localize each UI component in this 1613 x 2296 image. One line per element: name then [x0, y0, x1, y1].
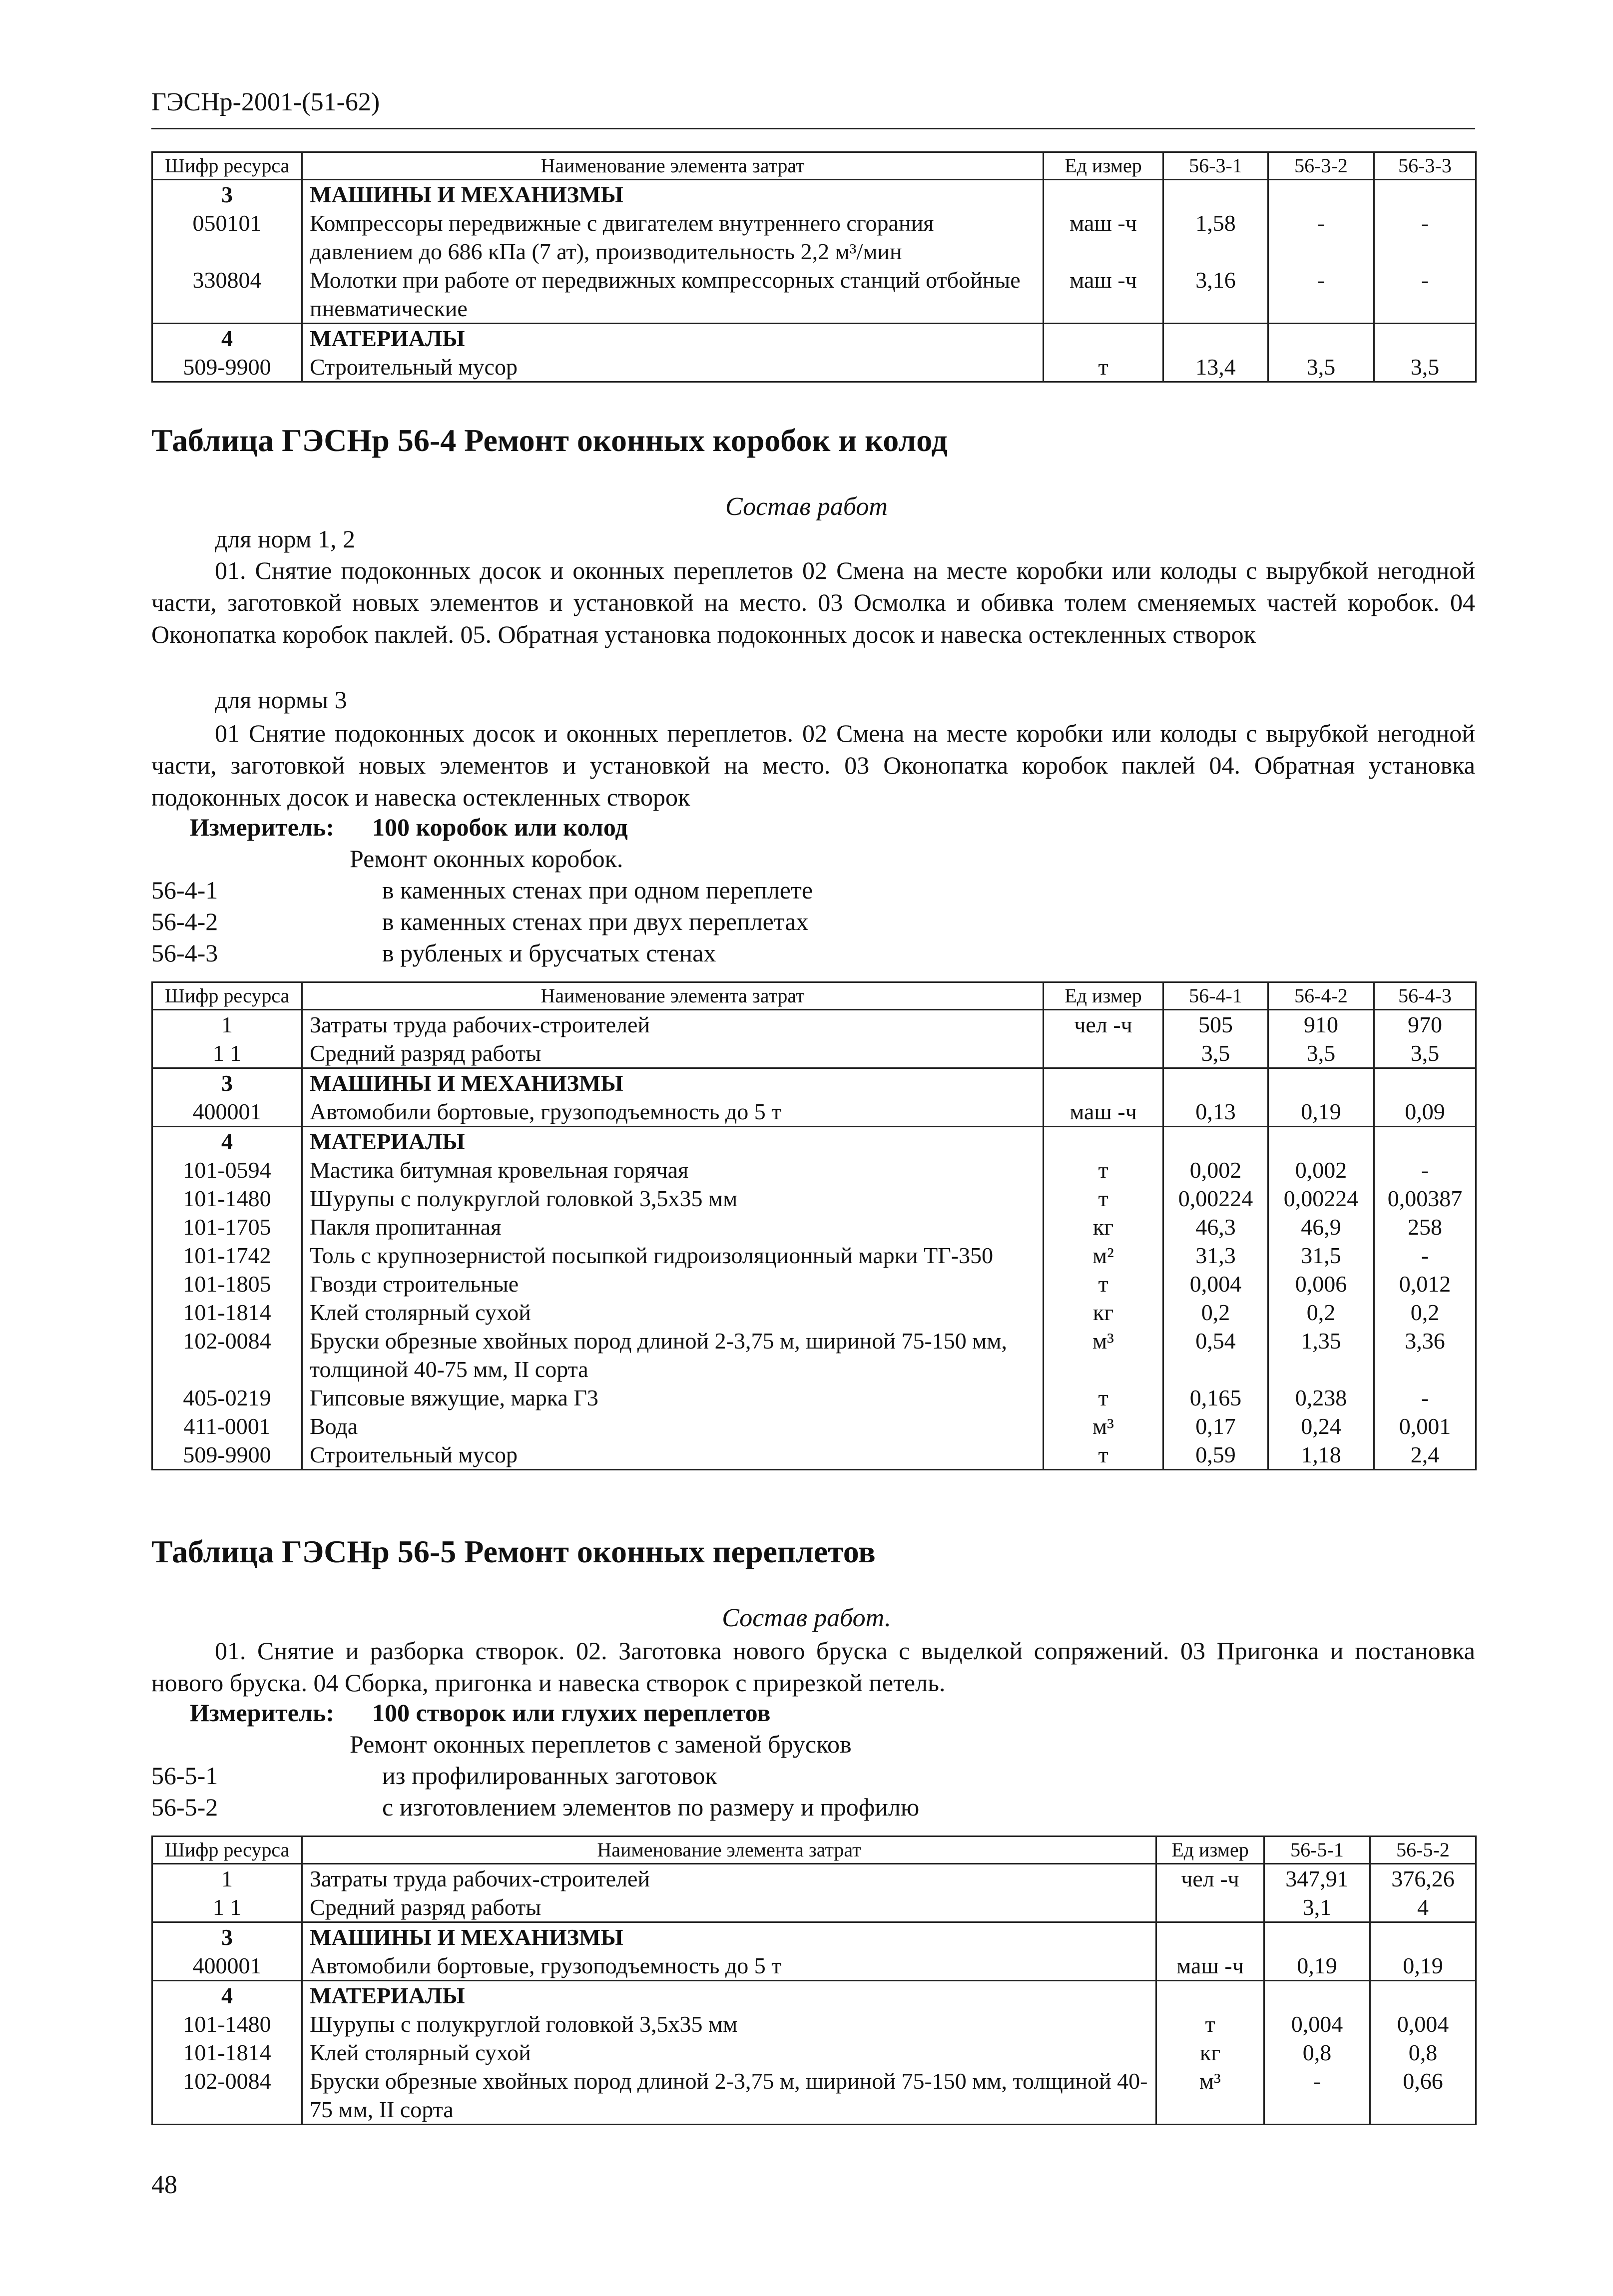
page-number: 48 [151, 2171, 177, 2199]
column-header: Ед измер [1156, 1837, 1264, 1864]
resource-code: 101-1742 [152, 1241, 302, 1270]
cost-item-name: Молотки при работе от передвижных компрессорных станций отбойные пневматические [302, 266, 1044, 324]
value-cell: - [1374, 1383, 1476, 1412]
section-56-4-title: Таблица ГЭСНр 56-4 Ремонт оконных коробок и колод [151, 423, 948, 458]
value-cell [1370, 1922, 1476, 1952]
cost-item-name: МАТЕРИАЛЫ [302, 1127, 1044, 1156]
value-cell: 0,09 [1374, 1097, 1476, 1127]
table-row [152, 180, 1476, 209]
table-header-row [152, 1837, 1476, 1864]
cost-item-name: Бруски обрезные хвойных пород длиной 2-3,75 м, шириной 75-150 мм, толщиной 40-75 мм, II сорта [302, 1327, 1044, 1383]
unit-cell: кг [1044, 1298, 1163, 1327]
section-56-5-title: Таблица ГЭСНр 56-5 Ремонт оконных переплетов [151, 1534, 876, 1569]
value-cell [1268, 180, 1374, 209]
value-cell: 910 [1268, 1010, 1374, 1039]
resource-code: 101-0594 [152, 1156, 302, 1184]
norm-description: с изготовлением элементов по размеру и профилю [382, 1793, 920, 1821]
value-cell: 3,16 [1163, 266, 1268, 324]
column-header: 56-3-2 [1268, 152, 1374, 180]
value-cell [1268, 1127, 1374, 1156]
norms-1-2-text: 01. Снятие подоконных досок и оконных переплетов 02 Смена на месте коробки или колоды с вырубкой негодной части, заготовкой новых элементов и установкой на место. 03 Осмолка и обивка толем сменяемых частей коробок. 04 Оконопатка коробок паклей. 05. Обратная установка подоконных досок и навеска остекленных створок [151, 556, 1475, 648]
cost-item-name: Гвозди строительные [302, 1270, 1044, 1298]
value-cell: 0,2 [1374, 1298, 1476, 1327]
cost-item-name: МАТЕРИАЛЫ [302, 324, 1044, 353]
value-cell: 3,5 [1374, 1039, 1476, 1068]
section-56-4-subtitle: Состав работ [725, 492, 888, 521]
cost-item-name: Строительный мусор [302, 1440, 1044, 1470]
column-header: Шифр ресурса [152, 152, 302, 180]
norm-3-label: для нормы 3 [215, 686, 347, 714]
value-cell: 1,18 [1268, 1440, 1374, 1470]
unit-cell [1044, 324, 1163, 353]
resource-code: 101-1705 [152, 1213, 302, 1241]
resource-code: 101-1805 [152, 1270, 302, 1298]
unit-cell: т [1044, 1383, 1163, 1412]
value-cell [1163, 1068, 1268, 1098]
table-row [152, 1922, 1476, 1952]
table-row [152, 1213, 1476, 1241]
value-cell: 2,4 [1374, 1440, 1476, 1470]
resource-code: 101-1814 [152, 1298, 302, 1327]
table-row [152, 2067, 1476, 2125]
value-cell: 376,26 [1370, 1864, 1476, 1893]
cost-item-name: Толь с крупнозернистой посыпкой гидроизоляционный марки ТГ-350 [302, 1241, 1044, 1270]
resource-code: 400001 [152, 1951, 302, 1981]
table-56-5 [151, 1836, 1477, 2125]
table-56-4 [151, 981, 1477, 1470]
value-cell: 347,91 [1264, 1864, 1370, 1893]
cost-item-name: Шурупы с полукруглой головкой 3,5x35 мм [302, 2010, 1156, 2038]
value-cell: - [1374, 209, 1476, 266]
value-cell: 0,8 [1264, 2038, 1370, 2067]
cost-item-name: Пакля пропитанная [302, 1213, 1044, 1241]
unit-cell: м³ [1044, 1412, 1163, 1440]
unit-cell: м² [1044, 1241, 1163, 1270]
value-cell: 0,24 [1268, 1412, 1374, 1440]
value-cell: 0,00224 [1268, 1184, 1374, 1213]
value-cell: 3,5 [1374, 353, 1476, 382]
resource-code: 4 [152, 1981, 302, 2010]
value-cell: 0,19 [1264, 1951, 1370, 1981]
cost-item-name: МАШИНЫ И МЕХАНИЗМЫ [302, 180, 1044, 209]
resource-code: 509-9900 [152, 353, 302, 382]
table-row [152, 1010, 1476, 1039]
value-cell: 1,58 [1163, 209, 1268, 266]
value-cell: 0,006 [1268, 1270, 1374, 1298]
value-cell: 3,5 [1268, 1039, 1374, 1068]
value-cell: 0,002 [1163, 1156, 1268, 1184]
unit-cell: м³ [1044, 1327, 1163, 1383]
table-row [152, 266, 1476, 324]
column-header: 56-3-1 [1163, 152, 1268, 180]
value-cell: 31,3 [1163, 1241, 1268, 1270]
cost-item-name: МАТЕРИАЛЫ [302, 1981, 1156, 2010]
unit-cell: т [1044, 1156, 1163, 1184]
resource-code: 3 [152, 1922, 302, 1952]
cost-item-name: Затраты труда рабочих-строителей [302, 1010, 1044, 1039]
resource-code: 330804 [152, 266, 302, 324]
resource-code: 405-0219 [152, 1383, 302, 1412]
table-row [152, 1981, 1476, 2010]
table-row [152, 1327, 1476, 1383]
resource-code: 102-0084 [152, 2067, 302, 2125]
value-cell: 0,00224 [1163, 1184, 1268, 1213]
value-cell [1374, 324, 1476, 353]
cost-item-name: Шурупы с полукруглой головкой 3,5x35 мм [302, 1184, 1044, 1213]
value-cell [1163, 1127, 1268, 1156]
value-cell: 0,004 [1163, 1270, 1268, 1298]
value-cell [1370, 1981, 1476, 2010]
resource-code: 1 [152, 1010, 302, 1039]
norm-3-text: 01 Снятие подоконных досок и оконных переплетов. 02 Смена на месте коробки или колоды с вырубкой негодной части, заготовкой новых элементов и установкой на место. 03 Оконопатка коробок паклей 04. Обратная установка подоконных досок и навеска остекленных створок [151, 719, 1475, 811]
cost-item-name: Автомобили бортовые, грузоподъемность до 5 т [302, 1097, 1044, 1127]
resource-code: 101-1480 [152, 1184, 302, 1213]
unit-cell [1044, 1127, 1163, 1156]
value-cell [1264, 1922, 1370, 1952]
section-56-5-subtitle: Состав работ. [722, 1604, 891, 1632]
norms-1-2-label: для норм 1, 2 [215, 525, 356, 553]
table-row [152, 1068, 1476, 1098]
resource-code: 509-9900 [152, 1440, 302, 1470]
unit-cell: кг [1156, 2038, 1264, 2067]
unit-cell [1044, 1039, 1163, 1068]
value-cell: 258 [1374, 1213, 1476, 1241]
cost-item-name: Бруски обрезные хвойных пород длиной 2-3,75 м, шириной 75-150 мм, толщиной 40-75 мм, II сорта [302, 2067, 1156, 2125]
cost-item-name: Затраты труда рабочих-строителей [302, 1864, 1156, 1893]
unit-cell: т [1044, 1270, 1163, 1298]
resource-code: 102-0084 [152, 1327, 302, 1383]
value-cell [1268, 1068, 1374, 1098]
resource-code: 1 [152, 1864, 302, 1893]
value-cell: 0,59 [1163, 1440, 1268, 1470]
unit-cell [1044, 180, 1163, 209]
unit-cell: чел -ч [1044, 1010, 1163, 1039]
table-row [152, 1412, 1476, 1440]
cost-item-name: Средний разряд работы [302, 1039, 1044, 1068]
cost-item-name: Клей столярный сухой [302, 2038, 1156, 2067]
value-cell: 3,5 [1163, 1039, 1268, 1068]
column-header: Шифр ресурса [152, 1837, 302, 1864]
norm-code: 56-4-1 [151, 876, 218, 904]
value-cell [1163, 324, 1268, 353]
unit-cell [1044, 1068, 1163, 1098]
column-header: Наименование элемента затрат [302, 152, 1044, 180]
meter-label: Измеритель: [190, 1699, 335, 1727]
value-cell: - [1268, 209, 1374, 266]
value-cell: 4 [1370, 1893, 1476, 1922]
table-row [152, 2010, 1476, 2038]
unit-cell: т [1044, 1440, 1163, 1470]
unit-cell: чел -ч [1156, 1864, 1264, 1893]
value-cell: 0,002 [1268, 1156, 1374, 1184]
table-header-row [152, 982, 1476, 1010]
value-cell: 3,36 [1374, 1327, 1476, 1383]
group-title: Ремонт оконных коробок. [350, 845, 623, 873]
table-row [152, 1039, 1476, 1068]
table-56-3 [151, 151, 1477, 383]
group-title: Ремонт оконных переплетов с заменой брусков [350, 1730, 852, 1758]
value-cell: 1,35 [1268, 1327, 1374, 1383]
table-row [152, 1127, 1476, 1156]
column-header: 56-5-1 [1264, 1837, 1370, 1864]
table-row [152, 1156, 1476, 1184]
meter-value: 100 створок или глухих переплетов [372, 1699, 771, 1727]
table-row [152, 1383, 1476, 1412]
table-row [152, 1298, 1476, 1327]
value-cell: 46,3 [1163, 1213, 1268, 1241]
value-cell: 0,012 [1374, 1270, 1476, 1298]
cost-item-name: Клей столярный сухой [302, 1298, 1044, 1327]
value-cell: 0,54 [1163, 1327, 1268, 1383]
value-cell [1374, 1068, 1476, 1098]
cost-item-name: Гипсовые вяжущие, марка Г3 [302, 1383, 1044, 1412]
value-cell: 13,4 [1163, 353, 1268, 382]
table-row [152, 353, 1476, 382]
value-cell: 0,004 [1264, 2010, 1370, 2038]
unit-cell: маш -ч [1044, 266, 1163, 324]
resource-code: 4 [152, 324, 302, 353]
value-cell: 0,19 [1370, 1951, 1476, 1981]
column-header: 56-4-1 [1163, 982, 1268, 1010]
value-cell: - [1268, 266, 1374, 324]
value-cell: 0,004 [1370, 2010, 1476, 2038]
value-cell: 0,001 [1374, 1412, 1476, 1440]
cost-item-name: Вода [302, 1412, 1044, 1440]
header-rule [151, 128, 1475, 129]
table-row [152, 1864, 1476, 1893]
value-cell: 0,2 [1163, 1298, 1268, 1327]
table-row [152, 1184, 1476, 1213]
norm-description: в каменных стенах при двух переплетах [382, 908, 809, 935]
value-cell: 505 [1163, 1010, 1268, 1039]
value-cell: 0,238 [1268, 1383, 1374, 1412]
resource-code: 050101 [152, 209, 302, 266]
unit-cell: м³ [1156, 2067, 1264, 2125]
resource-code: 3 [152, 1068, 302, 1098]
table-row [152, 1241, 1476, 1270]
column-header: 56-5-2 [1370, 1837, 1476, 1864]
unit-cell: т [1044, 1184, 1163, 1213]
column-header: Ед измер [1044, 152, 1163, 180]
value-cell: 0,2 [1268, 1298, 1374, 1327]
running-header: ГЭСНр-2001-(51-62) [151, 88, 380, 116]
column-header: 56-4-2 [1268, 982, 1374, 1010]
table-row [152, 1951, 1476, 1981]
value-cell: 0,19 [1268, 1097, 1374, 1127]
resource-code: 101-1480 [152, 2010, 302, 2038]
cost-item-name: Мастика битумная кровельная горячая [302, 1156, 1044, 1184]
table-row [152, 1097, 1476, 1127]
value-cell: 0,17 [1163, 1412, 1268, 1440]
column-header: Шифр ресурса [152, 982, 302, 1010]
unit-cell: маш -ч [1044, 1097, 1163, 1127]
meter-value: 100 коробок или колод [372, 813, 628, 841]
value-cell: 31,5 [1268, 1241, 1374, 1270]
norm-code: 56-4-2 [151, 908, 218, 935]
norm-code: 56-5-2 [151, 1793, 218, 1821]
unit-cell: маш -ч [1044, 209, 1163, 266]
resource-code: 1 1 [152, 1039, 302, 1068]
table-row [152, 324, 1476, 353]
norm-code: 56-5-1 [151, 1762, 218, 1790]
table-row [152, 1893, 1476, 1922]
value-cell [1264, 1981, 1370, 2010]
unit-cell: кг [1044, 1213, 1163, 1241]
resource-code: 400001 [152, 1097, 302, 1127]
value-cell: - [1374, 1156, 1476, 1184]
resource-code: 101-1814 [152, 2038, 302, 2067]
unit-cell [1156, 1922, 1264, 1952]
norm-description: в рубленых и брусчатых стенах [382, 939, 716, 967]
value-cell [1163, 180, 1268, 209]
section-56-5-text: 01. Снятие и разборка створок. 02. Заготовка нового бруска с выделкой сопряжений. 03 Пригонка и постановка нового бруска. 04 Сборка, пригонка и навеска створок с прирезкой петель. [151, 1637, 1475, 1697]
value-cell: 46,9 [1268, 1213, 1374, 1241]
value-cell [1374, 1127, 1476, 1156]
value-cell: 0,8 [1370, 2038, 1476, 2067]
table-row [152, 1440, 1476, 1470]
cost-item-name: МАШИНЫ И МЕХАНИЗМЫ [302, 1922, 1156, 1952]
cost-item-name: МАШИНЫ И МЕХАНИЗМЫ [302, 1068, 1044, 1098]
column-header: Ед измер [1044, 982, 1163, 1010]
cost-item-name: Автомобили бортовые, грузоподъемность до 5 т [302, 1951, 1156, 1981]
cost-item-name: Строительный мусор [302, 353, 1044, 382]
resource-code: 1 1 [152, 1893, 302, 1922]
cost-item-name: Средний разряд работы [302, 1893, 1156, 1922]
value-cell: 970 [1374, 1010, 1476, 1039]
column-header: 56-3-3 [1374, 152, 1476, 180]
resource-code: 4 [152, 1127, 302, 1156]
value-cell: - [1374, 266, 1476, 324]
norm-description: из профилированных заготовок [382, 1762, 717, 1790]
table-row [152, 209, 1476, 266]
resource-code: 411-0001 [152, 1412, 302, 1440]
unit-cell: маш -ч [1156, 1951, 1264, 1981]
column-header: Наименование элемента затрат [302, 1837, 1156, 1864]
table-row [152, 1270, 1476, 1298]
value-cell: 0,66 [1370, 2067, 1476, 2125]
unit-cell [1156, 1981, 1264, 2010]
value-cell: 0,00387 [1374, 1184, 1476, 1213]
value-cell: - [1374, 1241, 1476, 1270]
value-cell [1374, 180, 1476, 209]
value-cell: 3,5 [1268, 353, 1374, 382]
column-header: Наименование элемента затрат [302, 982, 1044, 1010]
cost-item-name: Компрессоры передвижные с двигателем внутреннего сгорания давлением до 686 кПа (7 ат), производительность 2,2 м³/мин [302, 209, 1044, 266]
value-cell: - [1264, 2067, 1370, 2125]
value-cell: 3,1 [1264, 1893, 1370, 1922]
value-cell [1268, 324, 1374, 353]
column-header: 56-4-3 [1374, 982, 1476, 1010]
norm-description: в каменных стенах при одном переплете [382, 876, 813, 904]
table-row [152, 2038, 1476, 2067]
meter-label: Измеритель: [190, 813, 335, 841]
value-cell: 0,13 [1163, 1097, 1268, 1127]
norm-code: 56-4-3 [151, 939, 218, 967]
resource-code: 3 [152, 180, 302, 209]
value-cell: 0,165 [1163, 1383, 1268, 1412]
unit-cell: т [1156, 2010, 1264, 2038]
unit-cell [1156, 1893, 1264, 1922]
table-header-row [152, 152, 1476, 180]
unit-cell: т [1044, 353, 1163, 382]
